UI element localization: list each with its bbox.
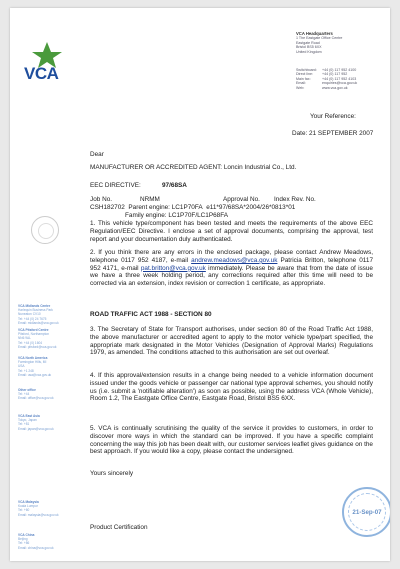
header-nrmm: NRMM bbox=[140, 196, 160, 203]
office-line: Email: midlands@vca.gov.uk bbox=[18, 320, 59, 325]
paragraph-1: 1. This vehicle type/component has been tested and meets the requirements of the above EEC Regulation/EEC Directive. I enclose a set of approval documents, comprising the approval, test report and your documentation duly authenticated. bbox=[90, 220, 373, 243]
contact-label: Switchboard: bbox=[296, 68, 317, 72]
hq-title: VCA Headquarters bbox=[296, 31, 333, 36]
office-line: Email: malaysia@vca.gov.uk bbox=[18, 512, 59, 517]
office-line: Tel: +86 bbox=[18, 541, 30, 546]
contact-row bbox=[296, 86, 386, 90]
office-line: Tel: +81 bbox=[18, 422, 30, 427]
office-line: Pitsford, Northampton bbox=[18, 332, 50, 337]
reference-label: Your Reference: bbox=[310, 113, 356, 120]
paragraph-3: 3. The Secretary of State for Transport authorises, under section 80 of the Road Traffic Act 1988, the above manufacturer or accredited agent to apply to the motor vehicle type/part specified, the appropriate mark designated in the Motor Vehicles (Designation of Approval Marks) Regulations 1979, as amended. The conditions attached to this authorisation are set out overleaf. bbox=[90, 326, 373, 357]
salutation: Dear bbox=[90, 151, 104, 158]
office-block bbox=[18, 500, 78, 517]
office-name: VCA Midlands Centre bbox=[18, 304, 51, 308]
office-name: VCA Pitsford Centre bbox=[18, 328, 49, 332]
family-engine: Family engine: LC1P70F/LC1P68FA bbox=[125, 212, 229, 219]
paragraph-2-text: immediately. Please be aware that from the date of issue we have a three week holding period, any corrections required after this time will need to be corrected via an extension, index revision or correction 1 certificate, as appropriate. bbox=[90, 264, 373, 288]
office-line: Farmington Hills, MI bbox=[18, 360, 47, 365]
logo-text: VCA bbox=[24, 64, 59, 83]
office-line: Harlequin Business Park bbox=[18, 308, 53, 313]
office-line: NN6 9AL bbox=[18, 336, 31, 341]
office-name: VCA North America bbox=[18, 356, 48, 360]
contact-label: Direct line: bbox=[296, 72, 313, 77]
contact-value: enquiries@vca.gov.uk bbox=[322, 81, 358, 86]
contact-value: +44 (0) 117 952 4100 bbox=[322, 68, 357, 72]
approval-row bbox=[90, 204, 390, 212]
contact-details bbox=[296, 68, 386, 90]
parent-engine: Parent engine: LC1P70FA bbox=[128, 204, 203, 211]
paragraph-2-text: 2. If you think there are any errors in the enclosed package, please contact Andrew Meadows, telephone 0117 952 4187, e-mail bbox=[90, 249, 373, 264]
office-line: Tel: +44 (0) 24 7675 bbox=[18, 316, 47, 321]
office-block bbox=[18, 304, 78, 325]
office-line: Tel: +44 (0) 1604 bbox=[18, 340, 43, 345]
certification-stamp bbox=[342, 487, 390, 537]
hq-line: 1 The Eastgate Office Centre bbox=[296, 36, 343, 41]
approval-number: e11*97/68SA*2004/26*0813*01 bbox=[206, 204, 296, 211]
office-line: Tel: +44 bbox=[18, 392, 30, 397]
office-line: Kuala Lumpur bbox=[18, 504, 38, 509]
contact-value: +44 (0) 117 952 bbox=[322, 72, 348, 77]
contact-value: +44 (0) 117 952 4103 bbox=[322, 76, 357, 81]
paragraph-4: 4. If this approval/extension results in a change being needed to a vehicle information document issued under the goods vehicle or passenger car national type approval schemes, you should notify us (i.e. submit a 'notifiable alteration') as soon as possible, using the address VCA (Whole Vehicle), Room 1.2, The Eastgate Office Centre, Eastgate Road, Bristol BS5 6XX. bbox=[90, 372, 373, 403]
section-heading: ROAD TRAFFIC ACT 1988 - SECTION 80 bbox=[90, 311, 212, 318]
header-job-no: Job No. bbox=[90, 196, 113, 203]
letter-date: Date: 21 SEPTEMBER 2007 bbox=[292, 130, 374, 137]
addressee-line: MANUFACTURER OR ACCREDITED AGENT: Loncin Industrial Co., Ltd. bbox=[90, 164, 297, 171]
job-number: CSH182702 bbox=[90, 204, 125, 211]
closing: Yours sincerely bbox=[90, 470, 134, 477]
seal-emblem bbox=[31, 216, 59, 244]
hq-line: United Kingdom bbox=[296, 49, 322, 54]
office-line: Nuneaton CV10 bbox=[18, 312, 41, 317]
office-line: Email: usa@vca.gov.uk bbox=[18, 372, 52, 377]
office-name: VCA East Asia bbox=[18, 414, 40, 418]
header-approval-no: Approval No. bbox=[223, 196, 260, 203]
hq-address bbox=[296, 32, 386, 54]
office-line: Email: office@vca.gov.uk bbox=[18, 396, 54, 401]
paragraph-2-text: Patricia Britton, telephone 0117 952 4171, e-mail bbox=[90, 256, 373, 272]
office-name: Other office bbox=[18, 388, 36, 392]
contact-label: Email: bbox=[296, 81, 306, 86]
email-link-pat[interactable]: pat.britton@vca.gov.uk bbox=[140, 264, 206, 272]
office-line: Email: pitsford@vca.gov.uk bbox=[18, 344, 57, 349]
paragraph-5: 5. VCA is continually scrutinising the quality of the service it provides to customers, in order to discover more ways in which the standard can be improved. If you have a specific complaint concerning the way this job has been dealt with, our customer services leaflet gives guidance on the best approach. If you would like a copy, please contact the undersigned. bbox=[90, 425, 373, 456]
office-line: Beijing bbox=[18, 537, 28, 542]
contact-value: www.vca.gov.uk bbox=[322, 85, 348, 90]
office-block bbox=[18, 533, 78, 550]
contact-label: Web: bbox=[296, 85, 305, 90]
header-index-rev: Index Rev. No. bbox=[274, 196, 316, 203]
office-line: Email: china@vca.gov.uk bbox=[18, 545, 54, 550]
office-line: Tel: +1 248 bbox=[18, 368, 34, 373]
office-block bbox=[18, 388, 78, 401]
directive-label: EEC DIRECTIVE: bbox=[90, 182, 141, 189]
office-block bbox=[18, 356, 78, 377]
office-name: VCA China bbox=[18, 533, 35, 537]
directive-value: 97/68SA bbox=[162, 182, 187, 189]
hq-line: Eastgate Road bbox=[296, 40, 320, 45]
hq-line: Bristol BS5 6XX bbox=[296, 45, 322, 50]
office-block bbox=[18, 328, 78, 349]
office-line: Email: japan@vca.gov.uk bbox=[18, 426, 54, 431]
email-link-andrew[interactable]: andrew.meadows@vca.gov.uk bbox=[191, 256, 278, 264]
office-name: VCA Malaysia bbox=[18, 500, 39, 504]
office-line: Tokyo, Japan bbox=[18, 418, 37, 423]
signature-title: Product Certification bbox=[90, 524, 148, 531]
office-line: Tel: +60 bbox=[18, 508, 30, 513]
office-block bbox=[18, 414, 78, 431]
contact-label: Main fax: bbox=[296, 76, 311, 81]
letter-page bbox=[10, 8, 390, 561]
paragraph-2 bbox=[90, 249, 373, 288]
stamp-date: 21-Sep-07 bbox=[352, 509, 382, 516]
office-line: USA bbox=[18, 364, 25, 369]
